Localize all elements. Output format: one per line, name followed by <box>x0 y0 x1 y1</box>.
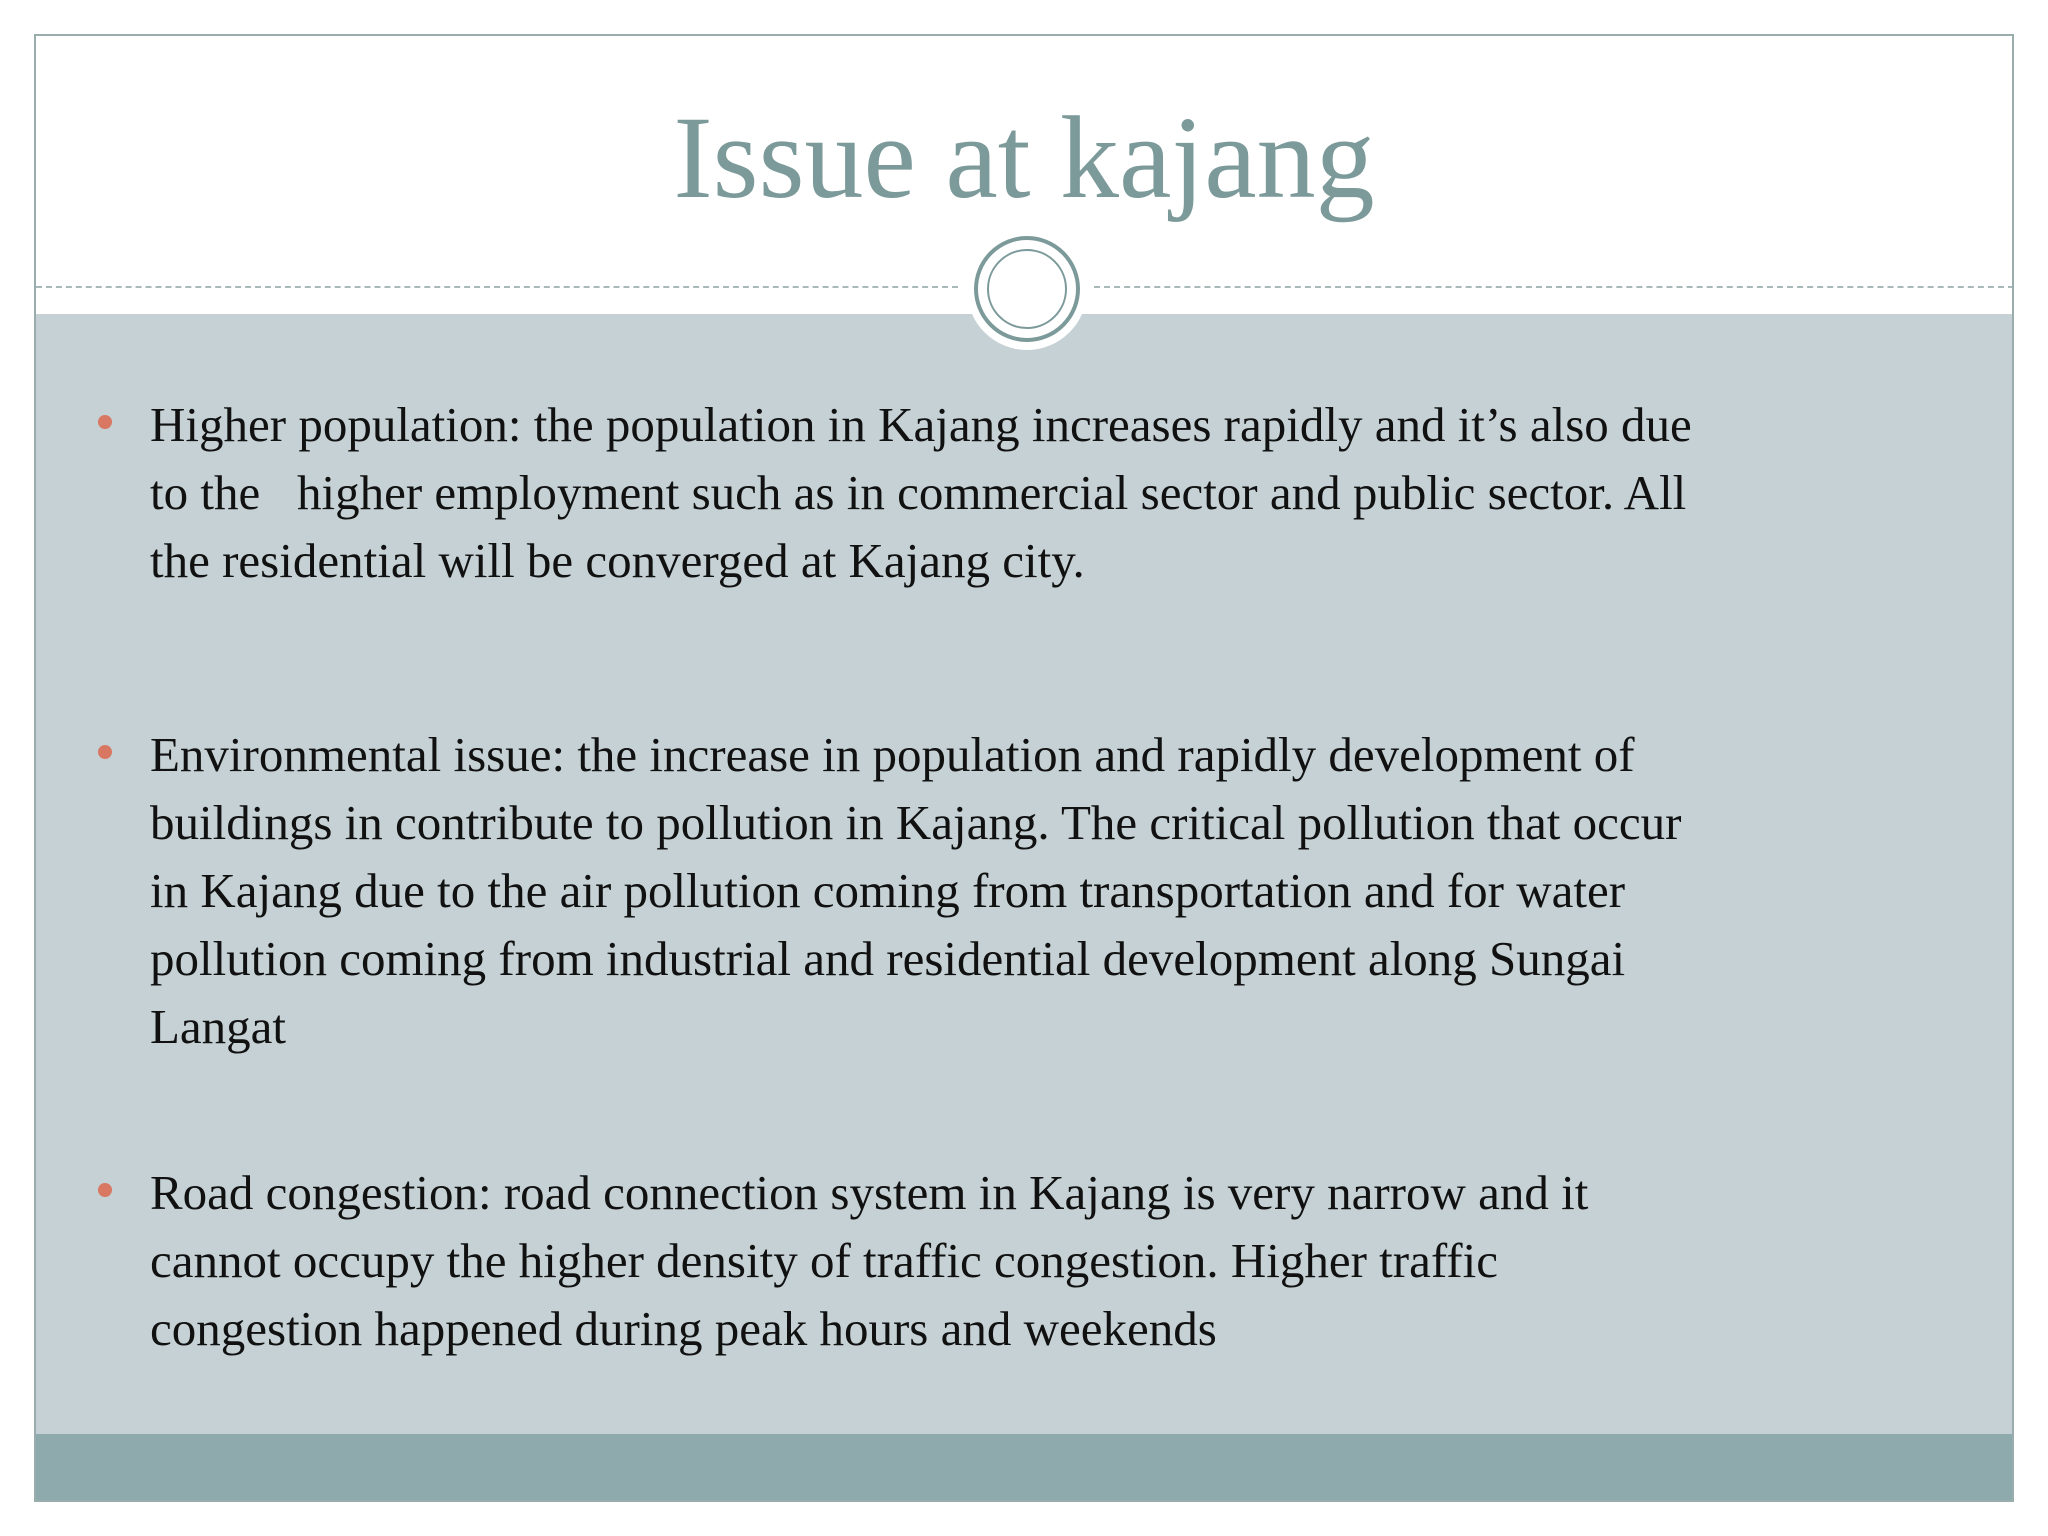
bullet-line: buildings in contribute to pollution in Kajang. The critical pollution that occur <box>150 795 1682 850</box>
title-divider-left <box>36 286 958 288</box>
bullet-text <box>150 1159 1990 1363</box>
bullet-line: Environmental issue: the increase in population and rapidly development of <box>150 727 1635 782</box>
circle-ornament-icon <box>974 236 1080 342</box>
bullet-item-road-congestion <box>150 1159 1990 1363</box>
title-divider-right <box>1094 286 2014 288</box>
bullet-dot-icon <box>98 745 112 759</box>
bullet-line: congestion happened during peak hours and weekends <box>150 1301 1217 1356</box>
bullet-dot-icon <box>98 415 112 429</box>
bullet-line: to the higher employment such as in commercial sector and public sector. All <box>150 465 1687 520</box>
bullet-line: Road congestion: road connection system in Kajang is very narrow and it <box>150 1165 1589 1220</box>
bullet-text <box>150 721 1990 1061</box>
bullet-dot-icon <box>98 1183 112 1197</box>
slide <box>34 34 2014 1502</box>
footer-bar <box>36 1434 2012 1502</box>
bullet-line: pollution coming from industrial and residential development along Sungai <box>150 931 1626 986</box>
bullet-line: the residential will be converged at Kajang city. <box>150 533 1085 588</box>
bullet-item-higher-population <box>150 391 1990 595</box>
bullet-text <box>150 391 1990 595</box>
circle-ornament-inner-ring <box>987 249 1067 329</box>
bullet-line: Higher population: the population in Kajang increases rapidly and it’s also due <box>150 397 1692 452</box>
bullet-item-environmental-issue <box>150 721 1990 1061</box>
bullet-line: cannot occupy the higher density of traffic congestion. Higher traffic <box>150 1233 1498 1288</box>
slide-title: Issue at kajang <box>673 92 1375 223</box>
bullet-line: in Kajang due to the air pollution coming from transportation and for water <box>150 863 1626 918</box>
bullet-line: Langat <box>150 999 287 1054</box>
